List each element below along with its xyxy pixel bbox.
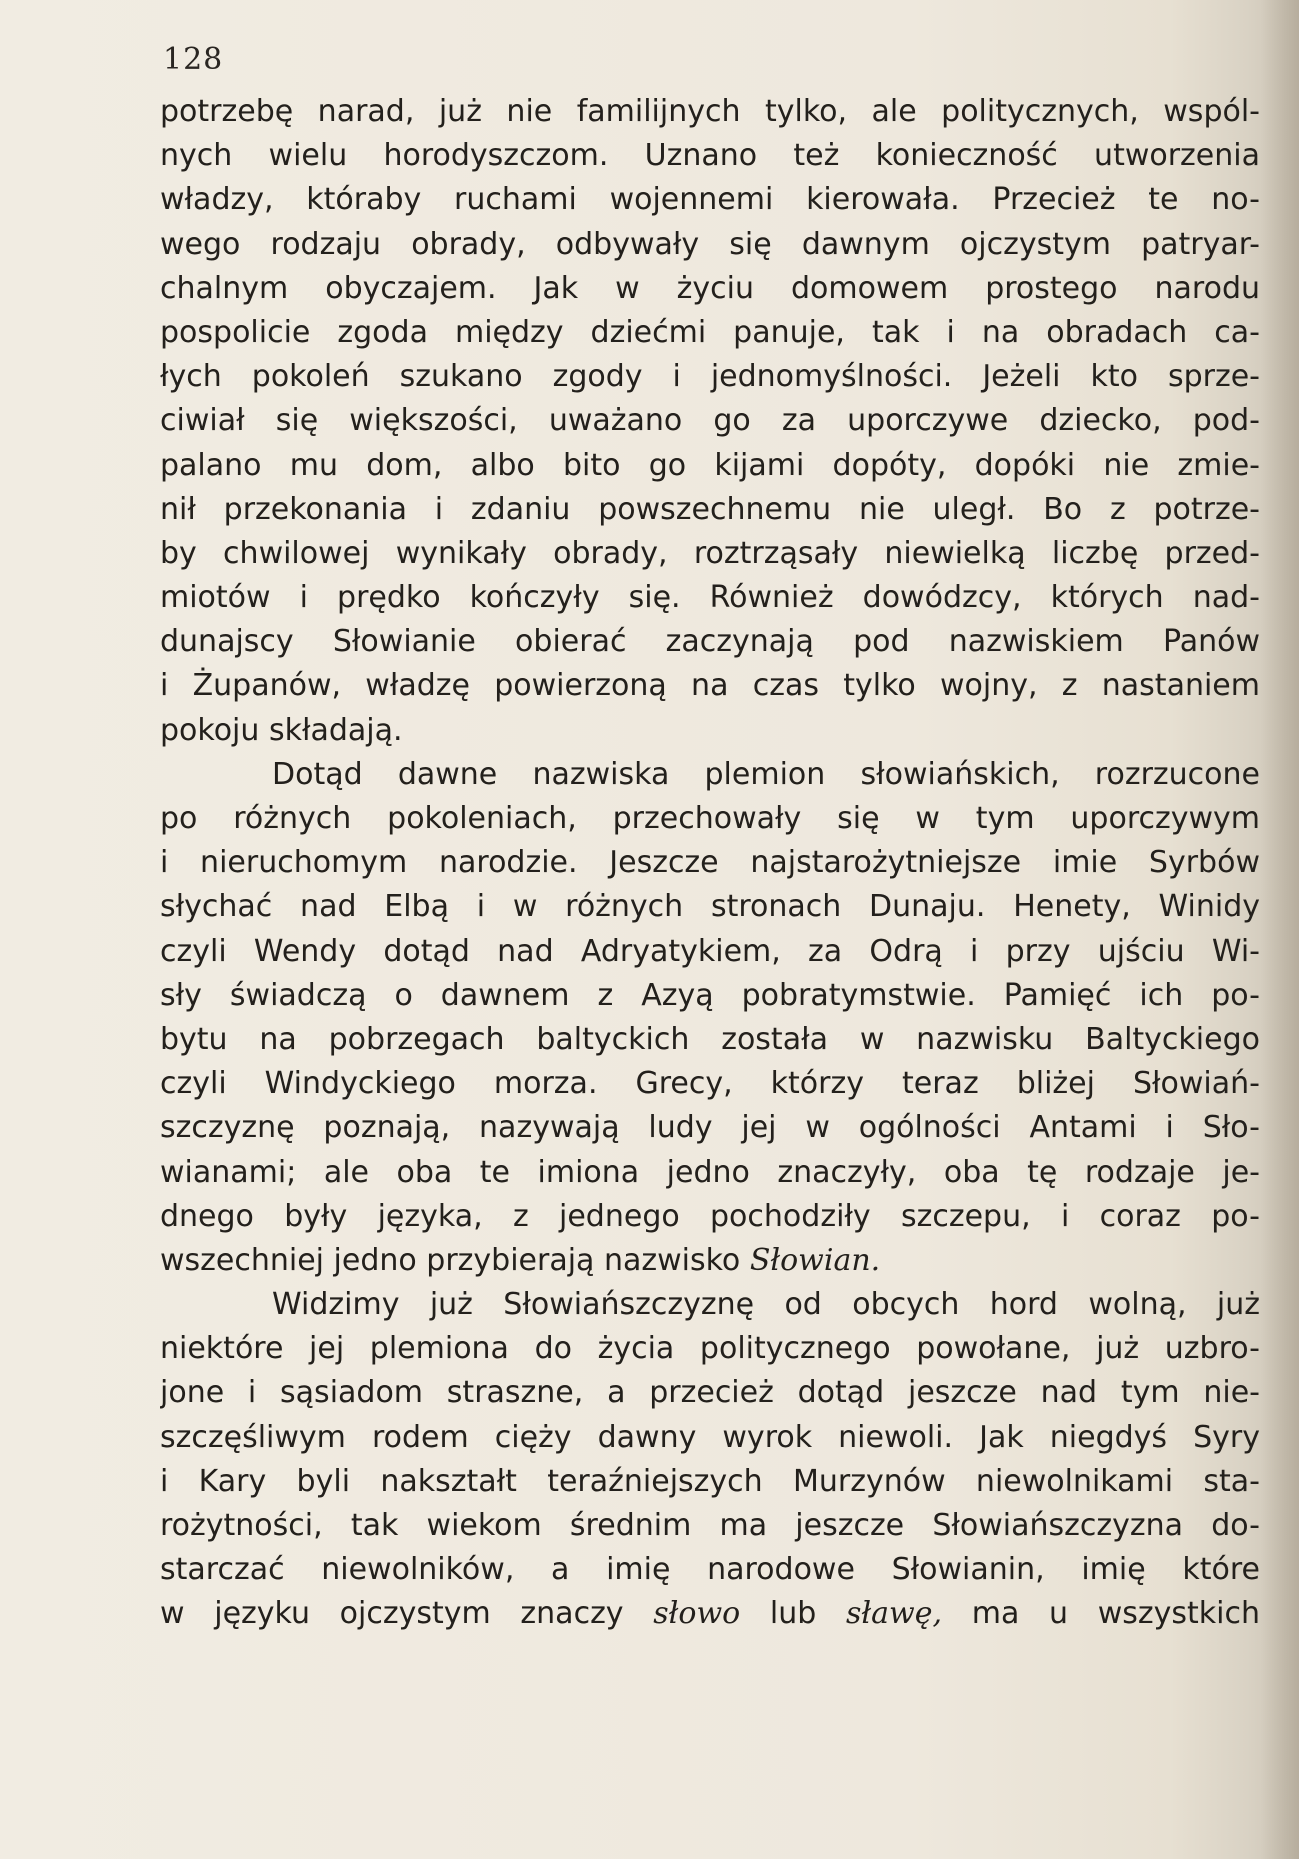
text-line: chalnym obyczajem. Jak w życiu domowem prostego narodu — [160, 270, 1260, 306]
text-line: szczyznę poznają, nazywają ludy jej w ogólności Antami i Sło- — [160, 1110, 1260, 1146]
paragraph-3 — [160, 1283, 1260, 1637]
text-line: rożytności, tak wiekom średnim ma jeszcze Słowiańszczyzna do- — [160, 1508, 1260, 1543]
text-line: dnego były języka, z jednego pochodziły szczepu, i coraz po- — [160, 1198, 1260, 1234]
page-edge-shadow — [1261, 0, 1299, 1859]
text-line: szczęśliwym rodem cięży dawny wyrok niewoli. Jak niegdyś Syry — [160, 1419, 1260, 1455]
page-number: 128 — [163, 42, 224, 77]
text-line — [160, 1239, 1260, 1283]
text-line: i Kary byli nakształt teraźniejszych Murzynów niewolnikami sta- — [160, 1463, 1260, 1499]
paragraph-2 — [160, 753, 1260, 1283]
text-line: jone i sąsiadom straszne, a przecież dotąd jeszcze nad tym nie- — [160, 1375, 1260, 1411]
text-line: i Żupanów, władzę powierzoną na czas tylko wojny, z nastaniem — [160, 668, 1260, 704]
text-line-start: wszechniej jedno przybierają nazwisko — [160, 1242, 741, 1278]
text-line: pospolicie zgoda między dziećmi panuje, tak i na obradach ca- — [160, 314, 1260, 350]
text-line: ciwiał się większości, uważano go za uporczywe dziecko, pod- — [160, 403, 1260, 439]
text-line: bytu na pobrzegach baltyckich została w nazwisku Baltyckiego — [160, 1021, 1260, 1057]
text-line: po różnych pokoleniach, przechowały się w tym uporczywym — [160, 801, 1260, 836]
text-line — [160, 1592, 1260, 1636]
text-line: palano mu dom, albo bito go kijami dopóty, dopóki nie zmie- — [160, 447, 1260, 483]
text-line: starczać niewolników, a imię narodowe Słowianin, imię które — [160, 1552, 1260, 1588]
text-line: Dotąd dawne nazwiska plemion słowiańskich, rozrzucone — [272, 756, 1260, 792]
italic-word: Słowian. — [749, 1242, 881, 1278]
text-line: dunajscy Słowianie obierać zaczynają pod nazwiskiem Panów — [160, 624, 1260, 660]
text-line: sły świadczą o dawnem z Azyą pobratymstwie. Pamięć ich po- — [160, 977, 1260, 1013]
text-line: miotów i prędko kończyły się. Również dowódzcy, których nad- — [160, 580, 1260, 616]
text-line: słychać nad Elbą i w różnych stronach Dunaju. Henety, Winidy — [160, 889, 1260, 925]
text-line: nych wielu horodyszczom. Uznano też konieczność utworzenia — [160, 138, 1260, 174]
text-line: potrzebę narad, już nie familijnych tylko, ale politycznych, wspól- — [160, 94, 1260, 129]
text-line: Widzimy już Słowiańszczyznę od obcych hord wolną, już — [272, 1287, 1260, 1323]
text-line: czyli Wendy dotąd nad Adryatykiem, za Odrą i przy ujściu Wi- — [160, 933, 1260, 969]
paragraph-1 — [160, 90, 1260, 753]
text-line-end: ma u wszystkich — [971, 1596, 1260, 1632]
text-line: i nieruchomym narodzie. Jeszcze najstarożytniejsze imie Syrbów — [160, 845, 1260, 881]
text-line: łych pokoleń szukano zgody i jednomyślności. Jeżeli kto sprze- — [160, 359, 1260, 395]
text-line: czyli Windyckiego morza. Grecy, którzy teraz bliżej Słowiań- — [160, 1066, 1260, 1102]
text-line: nił przekonania i zdaniu powszechnemu nie uległ. Bo z potrze- — [160, 491, 1260, 527]
italic-word: słowo — [653, 1596, 741, 1632]
text-line: władzy, któraby ruchami wojennemi kierowała. Przecież te no- — [160, 182, 1260, 218]
italic-word: sławę, — [846, 1596, 943, 1632]
text-line: niektóre jej plemiona do życia politycznego powołane, już uzbro- — [160, 1331, 1260, 1367]
text-line-mid: lub — [769, 1596, 817, 1632]
text-line: wego rodzaju obrady, odbywały się dawnym ojczystym patryar- — [160, 226, 1260, 262]
text-line: pokoju składają. — [160, 712, 403, 748]
body-text — [160, 90, 1260, 1637]
text-line: by chwilowej wynikały obrady, roztrząsały niewielką liczbę przed- — [160, 535, 1260, 571]
text-line: wianami; ale oba te imiona jedno znaczyły, oba tę rodzaje je- — [160, 1154, 1260, 1190]
text-line-start: w języku ojczystym znaczy — [160, 1596, 624, 1632]
